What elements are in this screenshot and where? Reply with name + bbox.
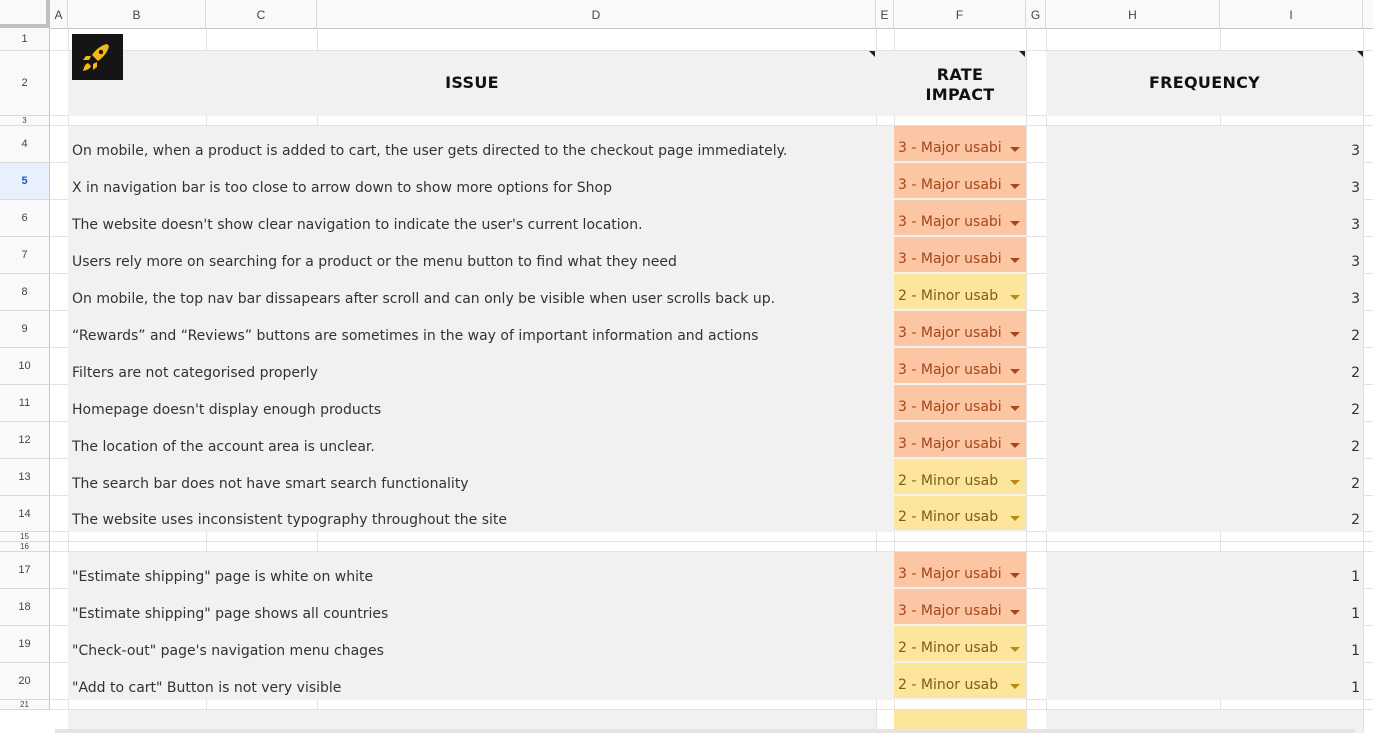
rate-impact-dropdown[interactable]	[894, 459, 1026, 494]
filter-marker-icon[interactable]	[1019, 51, 1025, 57]
rate-impact-dropdown[interactable]	[894, 348, 1026, 383]
frequency-cell[interactable]: 2	[1351, 365, 1360, 381]
row-header[interactable]: 12	[0, 422, 50, 459]
frequency-cell[interactable]: 1	[1351, 606, 1360, 622]
column-header[interactable]: E	[876, 0, 894, 28]
rate-impact-value: 3 - Major usabi	[898, 177, 1002, 193]
column-header[interactable]: G	[1026, 0, 1046, 28]
issue-cell[interactable]: "Add to cart" Button is not very visible	[72, 680, 342, 696]
rate-impact-value: 2 - Minor usab	[898, 288, 999, 304]
dropdown-arrow-icon[interactable]	[1010, 647, 1020, 652]
rate-impact-value: 3 - Major usabi	[898, 325, 1002, 341]
rate-impact-value: 3 - Major usabi	[898, 603, 1002, 619]
dropdown-arrow-icon[interactable]	[1010, 406, 1020, 411]
issue-cell[interactable]: "Estimate shipping" page is white on white	[72, 569, 374, 585]
frequency-cell[interactable]: 1	[1351, 569, 1360, 585]
filter-marker-icon[interactable]	[1357, 51, 1363, 57]
frequency-cell[interactable]: 2	[1351, 512, 1360, 528]
row-header[interactable]: 7	[0, 237, 50, 274]
issue-cell[interactable]: On mobile, the top nav bar dissapears after scroll and can only be visible when user scrolls back up.	[72, 291, 776, 307]
issue-cell[interactable]: The website uses inconsistent typography throughout the site	[72, 512, 508, 528]
dropdown-arrow-icon[interactable]	[1010, 295, 1020, 300]
column-header[interactable]: I	[1220, 0, 1363, 28]
row-header[interactable]: 18	[0, 589, 50, 626]
rate-impact-header: RATE IMPACT	[925, 65, 995, 104]
row-header[interactable]: 21	[0, 700, 50, 710]
frequency-cell[interactable]: 3	[1351, 143, 1360, 159]
rate-impact-dropdown[interactable]	[894, 200, 1026, 235]
frequency-cell[interactable]: 2	[1351, 328, 1360, 344]
issue-cell[interactable]: The search bar does not have smart search functionality	[72, 476, 469, 492]
dropdown-arrow-icon[interactable]	[1010, 516, 1020, 521]
rate-impact-dropdown[interactable]	[894, 552, 1026, 587]
row-header[interactable]: 11	[0, 385, 50, 422]
issue-header: ISSUE	[445, 73, 499, 92]
row-header[interactable]: 19	[0, 626, 50, 663]
rate-impact-dropdown[interactable]	[894, 237, 1026, 272]
column-header[interactable]: F	[894, 0, 1026, 28]
rate-impact-value: 3 - Major usabi	[898, 399, 1002, 415]
grid-line	[1026, 28, 1027, 733]
row-header[interactable]: 4	[0, 126, 50, 163]
issue-cell[interactable]: Users rely more on searching for a product or the menu button to find what they need	[72, 254, 677, 270]
row-header[interactable]: 17	[0, 552, 50, 589]
row-header[interactable]: 8	[0, 274, 50, 311]
column-header[interactable]: H	[1046, 0, 1220, 28]
rate-impact-dropdown[interactable]	[894, 663, 1026, 698]
frequency-cell[interactable]: 1	[1351, 680, 1360, 696]
rate-impact-dropdown[interactable]	[894, 126, 1026, 161]
dropdown-arrow-icon[interactable]	[1010, 443, 1020, 448]
rate-impact-value: 2 - Minor usab	[898, 509, 999, 525]
row-header[interactable]: 3	[0, 116, 50, 126]
issue-cell[interactable]: The website doesn't show clear navigation to indicate the user's current location.	[72, 217, 643, 233]
rate-impact-value: 3 - Major usabi	[898, 214, 1002, 230]
filter-marker-icon[interactable]	[869, 51, 875, 57]
frequency-header: FREQUENCY	[1148, 73, 1261, 92]
rate-impact-value: 3 - Major usabi	[898, 251, 1002, 267]
row-header[interactable]: 6	[0, 200, 50, 237]
frequency-cell[interactable]: 2	[1351, 476, 1360, 492]
row-header[interactable]: 16	[0, 542, 50, 552]
dropdown-arrow-icon[interactable]	[1010, 221, 1020, 226]
frequency-cell[interactable]: 3	[1351, 291, 1360, 307]
frequency-cell[interactable]: 3	[1351, 254, 1360, 270]
rate-impact-dropdown[interactable]	[894, 274, 1026, 309]
grid-line	[50, 541, 1373, 542]
row-header[interactable]: 2	[0, 51, 50, 116]
rate-impact-value: 3 - Major usabi	[898, 362, 1002, 378]
dropdown-arrow-icon[interactable]	[1010, 147, 1020, 152]
issue-cell[interactable]: On mobile, when a product is added to cart, the user gets directed to the checkout page immediately.	[72, 143, 788, 159]
rate-impact-value: 2 - Minor usab	[898, 640, 999, 656]
row-header[interactable]: 1	[0, 28, 50, 51]
rate-impact-dropdown[interactable]	[894, 589, 1026, 624]
rate-impact-dropdown[interactable]	[894, 422, 1026, 457]
rate-impact-dropdown[interactable]	[894, 163, 1026, 198]
dropdown-arrow-icon[interactable]	[1010, 184, 1020, 189]
frequency-cell[interactable]: 3	[1351, 180, 1360, 196]
rate-impact-value: 3 - Major usabi	[898, 140, 1002, 156]
row-header[interactable]: 13	[0, 459, 50, 496]
dropdown-arrow-icon[interactable]	[1010, 332, 1020, 337]
select-all-corner[interactable]	[0, 0, 50, 28]
dropdown-arrow-icon[interactable]	[1010, 684, 1020, 689]
rate-impact-value: 3 - Major usabi	[898, 566, 1002, 582]
rate-impact-dropdown[interactable]	[894, 626, 1026, 661]
issue-cell[interactable]: "Estimate shipping" page shows all countries	[72, 606, 389, 622]
row-header[interactable]: 14	[0, 496, 50, 532]
column-header[interactable]: B	[68, 0, 206, 28]
row-header[interactable]: 15	[0, 532, 50, 542]
issue-cell[interactable]: “Rewards” and “Reviews” buttons are sometimes in the way of important information and actions	[72, 328, 759, 344]
rate-impact-value: 2 - Minor usab	[898, 473, 999, 489]
issue-cell[interactable]: Homepage doesn't display enough products	[72, 402, 382, 418]
column-header[interactable]: A	[50, 0, 68, 28]
rate-impact-value: 3 - Major usabi	[898, 436, 1002, 452]
frequency-cell[interactable]: 3	[1351, 217, 1360, 233]
row-header[interactable]: 5	[0, 163, 50, 200]
issue-cell[interactable]: Filters are not categorised properly	[72, 365, 318, 381]
dropdown-arrow-icon[interactable]	[1010, 480, 1020, 485]
issue-cell[interactable]: "Check-out" page's navigation menu chages	[72, 643, 384, 659]
grid-line	[1363, 28, 1364, 733]
dropdown-arrow-icon[interactable]	[1010, 610, 1020, 615]
issue-cell[interactable]: X in navigation bar is too close to arrow down to show more options for Shop	[72, 180, 613, 196]
dropdown-arrow-icon[interactable]	[1010, 369, 1020, 374]
issue-cell[interactable]: The location of the account area is unclear.	[72, 439, 375, 455]
row-header[interactable]: 9	[0, 311, 50, 348]
dropdown-arrow-icon[interactable]	[1010, 573, 1020, 578]
rate-impact-dropdown[interactable]	[894, 385, 1026, 420]
frequency-cell[interactable]: 2	[1351, 439, 1360, 455]
rate-impact-dropdown[interactable]	[894, 496, 1026, 530]
dropdown-arrow-icon[interactable]	[1010, 258, 1020, 263]
column-header[interactable]: D	[317, 0, 876, 28]
row-header[interactable]: 20	[0, 663, 50, 700]
column-header[interactable]: C	[206, 0, 317, 28]
row-header[interactable]: 10	[0, 348, 50, 385]
rate-impact-dropdown[interactable]	[894, 311, 1026, 346]
rate-impact-value: 2 - Minor usab	[898, 677, 999, 693]
horizontal-scrollbar[interactable]	[55, 729, 1355, 733]
frequency-cell[interactable]: 2	[1351, 402, 1360, 418]
frequency-cell[interactable]: 1	[1351, 643, 1360, 659]
